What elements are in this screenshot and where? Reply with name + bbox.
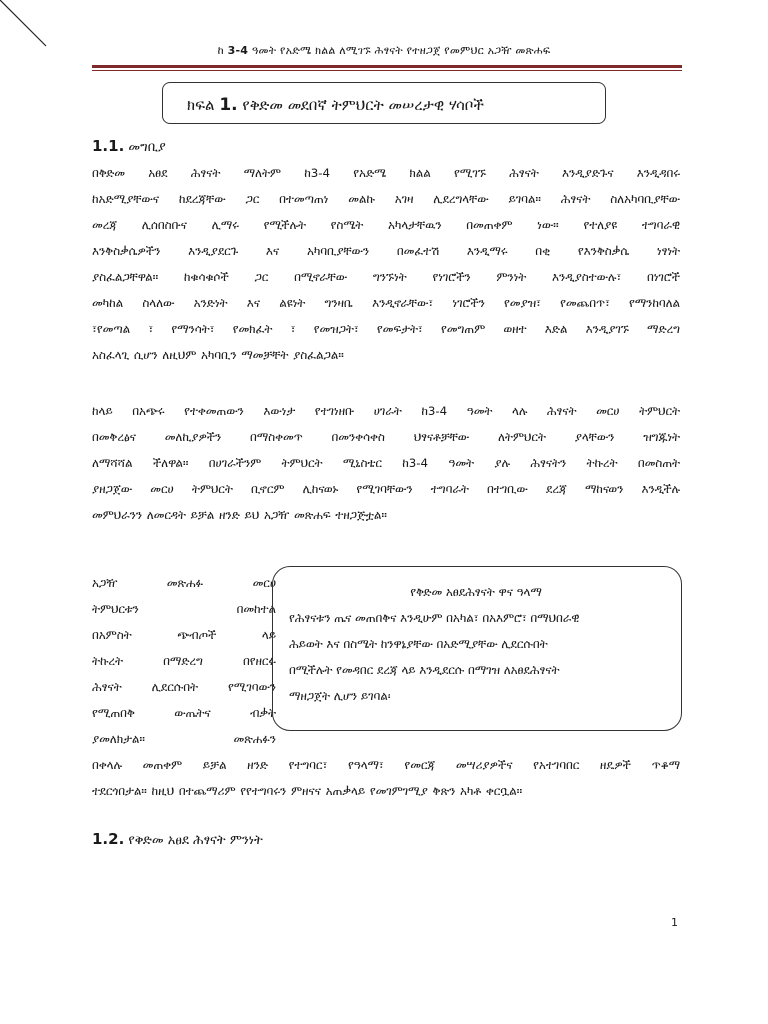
paragraph-line: በመቅረፅና መለኪያዎችን በማስቀመጥ በመንቀሳቀስ ህፃናቶቻቸው ለትምህርት ያላቸውን ዝግጁነት [92,430,680,444]
header-rule-thick [92,65,682,68]
paragraph-line: ለማሻሻል ችለዋል። በሀገራችንም ትምህርት ሚኒስቴር ከ3-4 ዓመት ያሉ ሕፃናትን ትኩረት በመስጠት [92,456,680,470]
paragraph-line: በአምስት ጭብጦች ላይ [92,628,276,642]
paragraph-line: ሕፃናት ሊደርሱበት የሚገባውን [92,680,276,694]
paragraph-line: ፣የመጣል ፣ የማንሳት፣ የመክፈት ፣ የመዝጋት፣ የመፍታት፣ የመግጠም ወዘተ እድል እንዲያገኙ ማድረግ [92,322,680,336]
paragraph-line: መምህራንን ለመርዳት ይቻል ዘንድ ይህ አጋዥ መጽሐፍ ተዘጋጅቷል። [92,508,387,522]
paragraph-line: በቅድመ አፀደ ሕፃናት ማለትም ከ3-4 የአድሜ ክልል የሚገኙ ሕፃናት እንዲያድጉና እንዲዳበሩ [92,166,680,180]
paragraph-line: መካከል ስላለው አንድነት እና ልዩነት ግንዛቤ እንዲኖራቸው፣ ነገሮችን የመያዝ፣ የመጨበጥ፣ የማንከባለል [92,296,680,310]
goal-box-line: በሚችሉት የመዳበር ደረጃ ላይ እንዲደርሱ በማገዝ ለአፀደሕፃናት [289,663,560,677]
paragraph-line: ያዘጋጀው መርሀ ትምህርት ቢኖርም ሊከናወኑ የሚገባቸውን ተግባራት በተገቢው ደረጃ ማከናወን እንዲችሉ [92,482,680,496]
paragraph-line: አጋዥ መጽሐፉ መርሀ [92,576,276,590]
header-grade: 3-4 [227,44,249,57]
header-rule-thin [92,70,682,71]
introduction-paragraph-3-continued [92,752,680,804]
part-title: የቅድመ መደበኛ ትምህርት መሠረታዊ ሃሳቦች [242,96,485,114]
introduction-paragraph-2 [92,398,680,528]
paragraph-line: ትምህርቱን በመከተል [92,602,276,616]
section-title: የቅድመ አፀደ ሕፃናት ምንነት [128,833,263,848]
paragraph-line: መረጃ ሊሰበስቡና ሊማሩ የሚችሉት የስሜት አካላታቸዉን በመጠቀም ነው። የተለያዩ ተግባራዊ [92,218,680,232]
goal-box-line: የሕፃናቱን ጤና መጠበቅና እንዲሁም በአካል፣ በአእምሮ፣ በማህበራዊ [289,611,580,625]
part-number: 1. [219,95,238,115]
part-title-box [162,82,606,124]
page-number: 1 [671,916,678,929]
running-header [0,44,768,58]
goal-box-line: ሕይወት እና በስሜት ከንዋኔያቸው በአድሚያቸው ሊደርሱበት [289,637,548,651]
goal-box-title: የቅድመ አፀደሕፃናት ዋና ዓላማ [410,585,542,599]
section-title: መግቢያ [128,140,166,155]
header-rest: ዓመት የአድሜ ክልል ለሚገኙ ሕፃናት የተዘጋጀ የመምህር አጋዥ መጽሐፍ [251,44,551,57]
paragraph-line: ከላይ በአጭሩ የተቀመጠውን እውነታ የተገነዘቡ ሀገራት ከ3-4 ዓመት ላሉ ሕፃናት መርሀ ትምህርት [92,404,680,418]
part-label: ክፍል [187,96,215,114]
section-heading-1-2 [92,830,263,848]
paragraph-line: ከአድሚያቸውና ከደረጃቸው ጋር በተመጣጠነ መልኩ አገዛ ሊደረግላቸው ይገባል። ሕፃናት ስለአካባቢያቸው [92,192,680,206]
paragraph-line: በቀላሉ መጠቀም ይቻል ዘንድ የተግባር፣ የዓላማ፣ የመርጃ መሣሪያዎችና የአተገባበር ዘዴዎች ጥቆማ [92,758,680,772]
paragraph-line: ያስፈልጋቸዋል። ከቁሳቁሶች ጋር በሚኖራቸው ግንኙነት የነገሮችን ምንነት እንዲያስተውሉ፣ በነገሮች [92,270,680,284]
paragraph-line: የሚጠበቅ ውጤትና ብቃት [92,706,276,720]
paragraph-line: ተደርጎበታል። ከዚህ በተጨማሪም የየተግባሩን ምዘናና አጠቃላይ የመገምገሚያ ቅጽን አካቶ ቀርቧል። [92,784,523,798]
section-number: 1.1. [92,137,125,155]
header-prefix: ከ [217,44,224,57]
paragraph-line: ትኩረት በማድረግ በየዘርፉ [92,654,276,668]
paragraph-line: እንቅስቃሴዎችን እንዲያደርጉ እና አካባቢያቸውን በመፈተሽ እንዲማሩ በቂ የእንቅስቃሴ ነፃነት [92,244,680,258]
goal-box-line: ማዘጋጀት ሊሆን ይገባል፡ [289,689,391,703]
introduction-paragraph-1 [92,160,680,368]
paragraph-line: አስፈላጊ ሲሆን ለዚህም አካባቢን ማመቻቸት ያስፈልጋል። [92,348,344,362]
section-number: 1.2. [92,830,125,848]
main-goal-box [272,566,682,731]
introduction-paragraph-3-wrapped [92,570,276,752]
paragraph-line: ያመለክታል። መጽሐፉን [92,732,276,746]
section-heading-1-1 [92,137,166,155]
